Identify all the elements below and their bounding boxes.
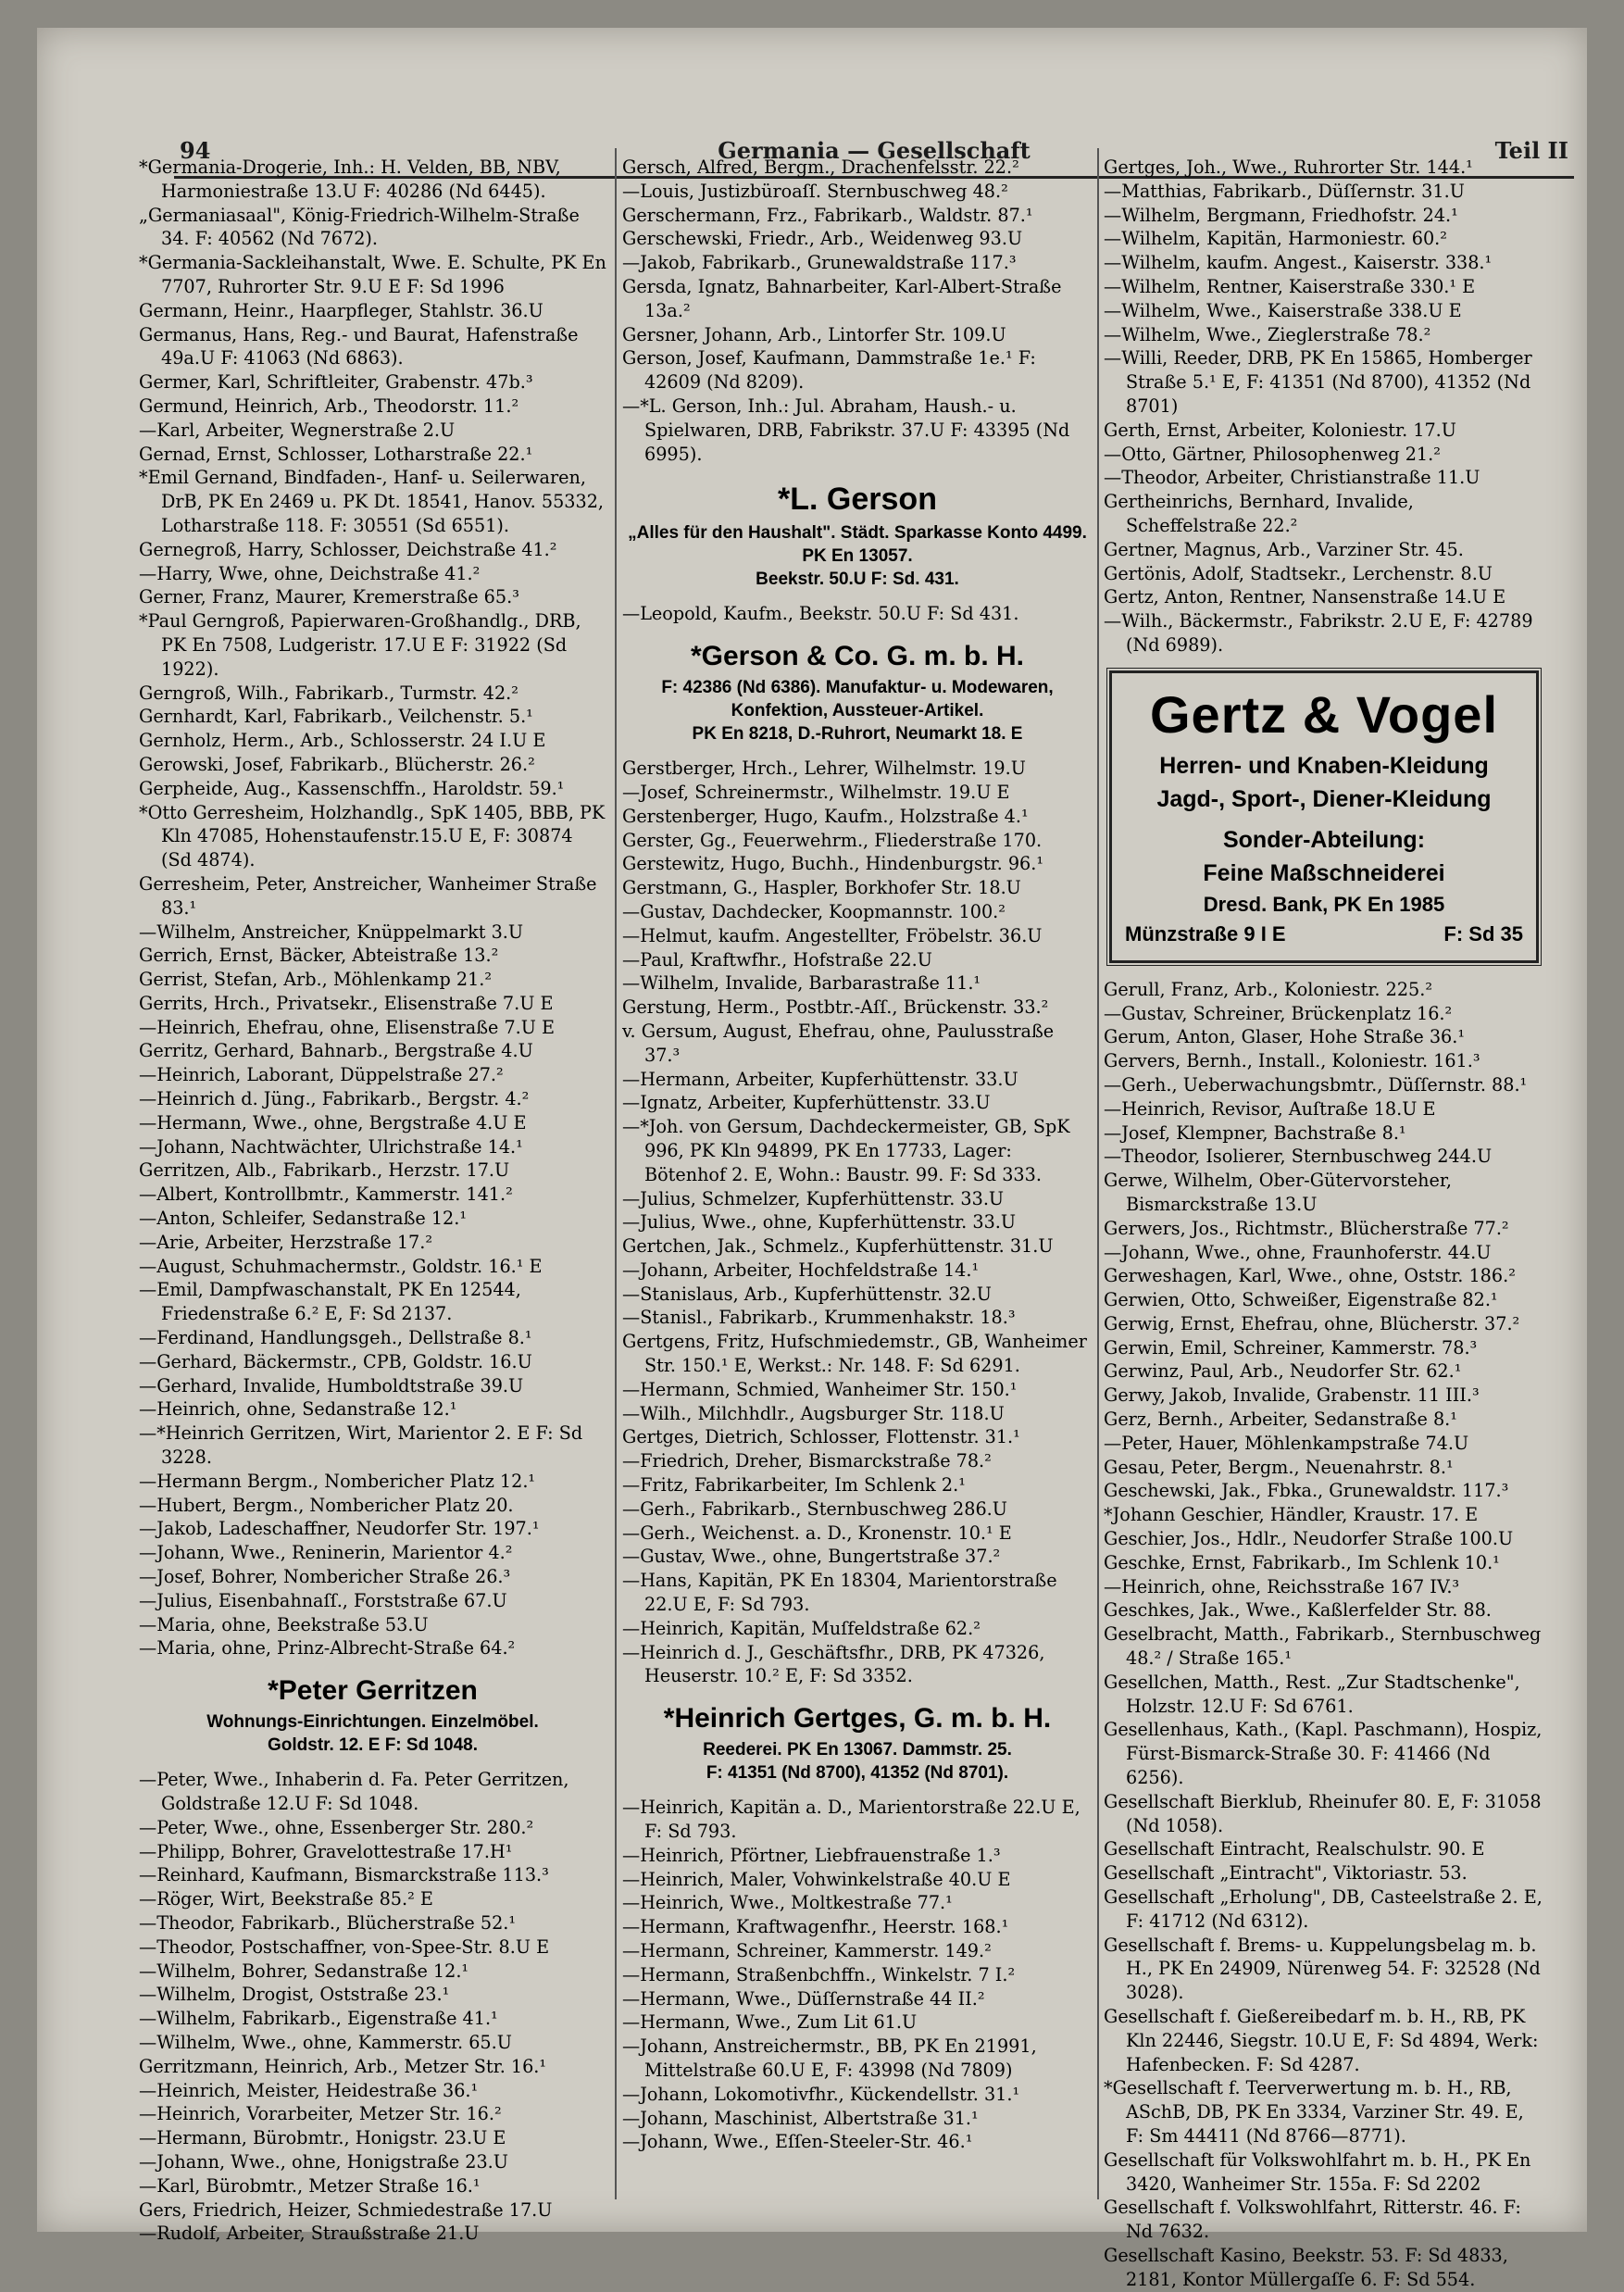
directory-entry: —Johann, Wwe., Eſſen-Steeler-Str. 46.¹ [622,2131,973,2153]
ad-line: Goldstr. 12. E F: Sd 1048. [267,1735,479,1756]
directory-entry: —Wilhelm, Fabrikarb., Eigenstraße 41.¹ [139,2008,498,2030]
entry-list-1b [139,1768,606,2246]
directory-entry: —Peter, Wwe., ohne, Essenberger Str. 280.² [139,1816,534,1838]
directory-entry: —Gerhard, Invalide, Humboldtstraße 39.U [139,1374,524,1396]
directory-entry: Gerwe, Wilhelm, Ober-Gütervorsteher, Bismarckstraße 13.U [1104,1170,1453,1215]
directory-entry: Gesellschaft „Eintracht", Viktoriastr. 53. [1104,1862,1468,1885]
directory-entry: Gersch, Alfred, Bergm., Drachenfelsstr. 22.² [622,157,1019,178]
directory-entry: —*L. Gerson, Inh.: Jul. Abraham, Haush.- u. Spielwaren, DRB, Fabrikstr. 37.U F: 43395 (Nd 6995). [622,395,1070,465]
directory-entry: —Theodor, Fabrikarb., Blücherstraße 52.¹ [139,1911,517,1934]
directory-entry: Geselbracht, Matth., Fabrikarb., Sternbuschweg 48.² / Straße 165.¹ [1104,1623,1542,1670]
directory-entry: —Friedrich, Dreher, Bismarckstraße 78.² [622,1450,992,1472]
column-divider [1097,148,1099,2199]
directory-entry: Gernegroß, Harry, Schlosser, Deichstraße 41.² [139,538,557,560]
column-divider [615,148,617,2199]
directory-entry: Germann, Heinr., Haarpfleger, Stahlstr. 36.U [139,299,543,321]
directory-entry: —Hermann, Kraftwagenfhr., Heerstr. 168.¹ [622,1916,1009,1938]
directory-entry: —Theodor, Arbeiter, Christianstraße 11.U [1104,467,1480,489]
page-title: Germania — Gesellschaft [718,137,1031,164]
directory-entry: Gernholz, Herm., Arb., Schlosserstr. 24 I.U E [139,730,546,752]
directory-entry: —August, Schuhmachermstr., Goldstr. 16.¹ E [139,1255,543,1277]
directory-entry: Gerster, Gg., Feuerwehrm., Fliederstraße 170. [622,829,1043,851]
ad-line: Wohnungs-Einrichtungen. Einzelmöbel. [206,1712,539,1733]
directory-entry: Gerson, Josef, Kaufmann, Dammstraße 1e.¹ F: 42609 (Nd 8209). [622,347,1036,394]
directory-entry: Gers, Friedrich, Heizer, Schmiedestraße 17.U [139,2198,553,2221]
directory-entry: —Philipp, Bohrer, Gravelottestraße 17.H¹ [139,1840,513,1862]
directory-entry: —Hermann, Wwe., Zum Lit 61.U [622,2011,918,2034]
directory-entry: Gerschermann, Frz., Fabrikarb., Waldstr. 87.¹ [622,204,1033,226]
directory-entry: —Wilhelm, kaufm. Angest., Kaiserstr. 338.¹ [1104,252,1493,274]
directory-entry: Gerwers, Jos., Richtmstr., Blücherstraße 77.² [1104,1217,1509,1239]
directory-entry: *Gesellschaft f. Teerverwertung m. b. H., RB, ASchB, DB, PK En 3334, Varziner Str. 49. E, F: Sm 44411 (Nd 8766—8771). [1104,2077,1524,2147]
entry-list-2b [622,602,1093,626]
directory-entry: Gerum, Anton, Glaser, Hohe Straße 36.¹ [1104,1026,1466,1048]
directory-entry: —Stanislaus, Arb., Kupferhüttenstr. 32.U [622,1283,992,1305]
directory-entry: —Helmut, kaufm. Angestellter, Fröbelstr. 36.U [622,924,1043,946]
entry-list-2c [622,757,1093,1688]
directory-entry: —Wilhelm, Rentner, Kaiserstraße 330.¹ E [1104,275,1476,297]
ad-brand: Gertz & Vogel [1149,684,1498,744]
directory-entry: —Emil, Dampfwaschanstalt, PK En 12544, Friedenstraße 6.² E, F: Sd 2137. [139,1279,521,1325]
directory-entry: Gerschewski, Friedr., Arb., Weidenweg 93.U [622,228,1023,250]
directory-entry: —Hermann, Wwe., ohne, Bergstraße 4.U E [139,1111,527,1133]
entry-list-3 [1104,156,1544,658]
ad-line: Reederei. PK En 13067. Dammstr. 25. [703,1740,1012,1760]
directory-entry: Gerstung, Herm., Postbtr.-Aſſ., Brückenstr. 33.² [622,996,1049,1019]
directory-entry: Gesellschaft Eintracht, Realschulstr. 90. E [1104,1838,1485,1860]
ad-line: F: 41351 (Nd 8700), 41352 (Nd 8701). [706,1763,1009,1784]
entry-list-3b [1104,978,1544,2292]
directory-entry: Gerresheim, Peter, Anstreicher, Wanheimer Straße 83.¹ [139,872,597,919]
directory-entry: —Heinrich, Revisor, Auſtraße 18.U E [1104,1097,1436,1120]
directory-entry: Gesellchen, Matth., Rest. „Zur Stadtschenke", Holzstr. 12.U F: Sd 6761. [1104,1671,1520,1717]
directory-entry: —Wilhelm, Bergmann, Friedhofstr. 24.¹ [1104,204,1458,226]
directory-entry: Gertönis, Adolf, Stadtsekr., Lerchenstr. 8.U [1104,562,1493,584]
column-3 [1104,156,1544,2290]
directory-entry: —Stanisl., Fabrikarb., Krummenhakstr. 18.³ [622,1307,1016,1329]
directory-entry: —Willi, Reeder, DRB, PK En 15865, Homberger Straße 5.¹ E, F: 41351 (Nd 8700), 41352 (Nd 8701) [1104,347,1532,417]
directory-entry: —Gerh., Weichenst. a. D., Kronenstr. 10.¹ E [622,1522,1012,1544]
directory-entry: *Johann Geschier, Händler, Kraustr. 17. E [1104,1504,1479,1526]
directory-entry: —Theodor, Isolierer, Sternbuschweg 244.U [1104,1146,1493,1168]
ad-address: Münzstraße 9 I E [1125,921,1286,946]
ad-title: *Peter Gerritzen [268,1675,478,1707]
directory-entry: Germanus, Hans, Reg.- und Baurat, Hafenstraße 49a.U F: 41063 (Nd 6863). [139,323,579,369]
directory-entry: Gerrich, Ernst, Bäcker, Abteistraße 13.² [139,945,499,967]
directory-entry: Gerner, Franz, Maurer, Kremerstraße 65.³ [139,586,519,608]
directory-entry: —Röger, Wirt, Beekstraße 85.² E [139,1888,433,1910]
directory-entry: —Matthias, Fabrikarb., Düſſernstr. 31.U [1104,180,1465,202]
ad-gertz-vogel [1109,670,1539,963]
directory-entry: —Wilhelm, Wwe., Zieglerstraße 78.² [1104,323,1431,345]
ad-peter-gerritzen [139,1672,606,1757]
directory-entry: —Josef, Klempner, Bachstraße 8.¹ [1104,1121,1406,1144]
directory-entry: Gerth, Ernst, Arbeiter, Koloniestr. 17.U [1104,419,1456,441]
column-2 [622,156,1093,2193]
directory-entry: —Fritz, Fabrikarbeiter, Im Schlenk 2.¹ [622,1474,966,1497]
directory-entry: —Heinrich, Ehefrau, ohne, Elisenstraße 7.U E [139,1016,556,1038]
directory-entry: —Gustav, Schreiner, Brückenplatz 16.² [1104,1002,1453,1024]
entry-list-2 [622,156,1093,466]
directory-entry: Gesellschaft für Volkswohlfahrt m. b. H., PK En 3420, Wanheimer Str. 155a. F: Sd 2202 [1104,2148,1531,2195]
directory-entry: Gerz, Bernh., Arbeiter, Sedanstraße 8.¹ [1104,1409,1457,1431]
directory-entry: Gertgens, Fritz, Hufschmiedemstr., GB, Wanheimer Str. 150.¹ E, Werkst.: Nr. 148. F: Sd 6291. [622,1331,1087,1377]
directory-entry: Gertner, Magnus, Arb., Varziner Str. 45. [1104,538,1464,560]
directory-entry: Gertz, Anton, Rentner, Nansenstraße 14.U E [1104,586,1506,608]
directory-entry: Gesellenhaus, Kath., (Kapl. Paschmann), Hospiz, Fürst-Bismarck-Straße 30. F: 41466 (Nd 6256). [1104,1719,1543,1789]
directory-entry: —Wilh., Bäckermstr., Fabrikstr. 2.U E, F: 42789 (Nd 6989). [1104,610,1533,656]
directory-entry: —Wilh., Milchhdlr., Augsburger Str. 118.U [622,1402,1005,1424]
directory-entry: Gesau, Peter, Bergm., Neuenahrstr. 8.¹ [1104,1456,1454,1478]
directory-entry: —Wilhelm, Anstreicher, Knüppelmarkt 3.U [139,921,524,943]
directory-entry: Gerstenberger, Hugo, Kaufm., Holzstraße 4.¹ [622,805,1029,827]
directory-entry: Gesellschaft „Erholung", DB, Casteelstraße 2. E, F: 41712 (Nd 6312). [1104,1886,1543,1932]
directory-entry: —Gerhard, Bäckermstr., CPB, Goldstr. 16.U [139,1350,532,1372]
directory-entry: Germer, Karl, Schriftleiter, Grabenstr. 47b.³ [139,371,533,394]
directory-entry: Germund, Heinrich, Arb., Theodorstr. 11.² [139,395,519,417]
directory-entry: Gerwinz, Paul, Arb., Neudorfer Str. 62.¹ [1104,1360,1462,1383]
directory-entry: —Johann, Wwe., ohne, Honigstraße 23.U [139,2150,508,2173]
directory-entry: Gernad, Ernst, Schlosser, Lotharstraße 22.¹ [139,443,533,465]
directory-entry: Geschke, Ernst, Fabrikarb., Im Schlenk 10.¹ [1104,1551,1500,1573]
directory-entry: —Hermann Bergm., Nombericher Platz 12.¹ [139,1470,536,1492]
ad-line: Sonder-Abteilung: [1222,826,1426,853]
ad-heinrich-gertges [622,1699,1093,1785]
directory-entry: Geschier, Jos., Hdlr., Neudorfer Straße 100.U [1104,1528,1514,1550]
directory-entry: Gesellschaft Kasino, Beekstr. 53. F: Sd 4833, 2181, Kontor Müllergaſſe 6. F: Sd 554. [1104,2244,1508,2290]
directory-entry: —Johann, Wwe., Reninerin, Marientor 4.² [139,1542,513,1564]
directory-entry: Gerwien, Otto, Schweißer, Eigenstraße 82.¹ [1104,1289,1498,1311]
ad-l-gerson [622,477,1093,591]
entry-list-2d [622,1796,1093,2154]
directory-entry: Geschkes, Jak., Wwe., Kaßlerfelder Str. 88. [1104,1599,1492,1622]
directory-entry: —Peter, Wwe., Inhaberin d. Fa. Peter Gerritzen, Goldstraße 12.U F: Sd 1048. [139,1769,569,1814]
directory-entry: Gertges, Joh., Wwe., Ruhrorter Str. 144.¹ [1104,157,1473,178]
directory-entry: —Heinrich, Kapitän, Muſfeldstraße 62.² [622,1617,981,1639]
directory-entry: —Heinrich, Pförtner, Liebfrauenstraße 1.³ [622,1844,1001,1866]
directory-entry: Gersda, Ignatz, Bahnarbeiter, Karl-Albert-Straße 13a.² [622,275,1062,321]
directory-entry: Gesellschaft Bierklub, Rheinufer 80. E, F: 31058 (Nd 1058). [1104,1790,1542,1836]
directory-entry: —Hermann, Schmied, Wanheimer Str. 150.¹ [622,1378,1018,1400]
directory-entry: Geschewski, Jak., Fbka., Grunewaldstr. 117.³ [1104,1480,1509,1502]
ad-line: Herren- und Knaben-Kleidung [1159,752,1489,779]
directory-entry: —Heinrich d. Jüng., Fabrikarb., Bergstr. 4.² [139,1088,530,1110]
directory-entry: —Hermann, Arbeiter, Kupferhüttenstr. 33.U [622,1068,1018,1090]
directory-entry: —Hubert, Bergm., Nombericher Platz 20. [139,1494,514,1516]
directory-entry: —Karl, Bürobmtr., Metzer Straße 16.¹ [139,2174,481,2197]
directory-entry: —Johann, Wwe., ohne, Fraunhoferstr. 44.U [1104,1241,1492,1263]
directory-entry: *Otto Gerresheim, Holzhandlg., SpK 1405, BBB, PK Kln 47085, Hohenstaufenstr.15.U E, F: 30874 (Sd 4874). [139,801,606,871]
directory-entry: —Otto, Gärtner, Philosophenweg 21.² [1104,443,1441,465]
directory-entry: Gerritzmann, Heinrich, Arb., Metzer Str. 16.¹ [139,2055,547,2077]
directory-entry: —Hermann, Bürobmtr., Honigstr. 23.U E [139,2127,506,2149]
directory-entry: —Arie, Arbeiter, Herzstraße 17.² [139,1231,433,1253]
directory-entry: —Reinhard, Kaufmann, Bismarckstraße 113.³ [139,1864,549,1886]
directory-entry: —Hermann, Straßenbchffn., Winkelstr. 7 I.² [622,1963,1016,1985]
directory-entry: Gertheinrichs, Bernhard, Invalide, Scheffelstraße 22.² [1104,491,1414,536]
directory-entry: Gerowski, Josef, Fabrikarb., Blücherstr. 26.² [139,753,535,775]
directory-entry: —Peter, Hauer, Möhlenkampstraße 74.U [1104,1432,1469,1454]
directory-entry: —Hermann, Schreiner, Kammerstr. 149.² [622,1940,992,1962]
ad-line: Dresd. Bank, PK En 1985 [1203,892,1445,916]
directory-entry: —Ignatz, Arbeiter, Kupferhüttenstr. 33.U [622,1092,991,1114]
directory-entry: Gesellschaft f. Brems- u. Kuppelungsbelag m. b. H., PK En 24909, Nürenweg 54. F: 32528 (Nd 3028). [1104,1934,1541,2004]
directory-entry: —Wilhelm, Kapitän, Harmoniestr. 60.² [1104,228,1447,250]
directory-entry: Gesellschaft f. Volkswohlfahrt, Ritterstr. 46. F: Nd 7632. [1104,2197,1521,2243]
directory-entry: Gertges, Dietrich, Schlosser, Flottenstr. 31.¹ [622,1426,1020,1448]
directory-entry: —Heinrich, Vorarbeiter, Metzer Str. 16.² [139,2103,502,2125]
directory-entry: Gerstewitz, Hugo, Buchh., Hindenburgstr. 96.¹ [622,853,1044,875]
directory-entry: *Germania-Drogerie, Inh.: H. Velden, BB, NBV, Harmoniestraße 13.U F: 40286 (Nd 6445). [139,157,561,202]
ad-title: *L. Gerson [778,482,937,518]
directory-entry: —Rudolf, Arbeiter, Straußstraße 21.U [139,2223,480,2245]
ad-title: *Gerson & Co. G. m. b. H. [690,641,1025,672]
directory-entry: —Karl, Arbeiter, Wegnerstraße 2.U [139,419,456,441]
directory-entry: —Johann, Lokomotivfhr., Kückendellstr. 31.¹ [622,2083,1020,2105]
directory-entry: Gersner, Johann, Arb., Lintorfer Str. 109.U [622,323,1006,345]
ad-phone: F: Sd 35 [1443,921,1523,946]
directory-entry: —Heinrich, ohne, Reichsstraße 167 IV.³ [1104,1575,1460,1597]
directory-entry: —Gustav, Dachdecker, Koopmannstr. 100.² [622,900,1006,922]
ad-line: Jagd-, Sport-, Diener-Kleidung [1156,785,1492,812]
ad-title: *Heinrich Gertges, G. m. b. H. [663,1703,1052,1735]
directory-entry: —Maria, ohne, Prinz-Albrecht-Straße 64.² [139,1637,516,1660]
directory-entry: Gervers, Bernh., Install., Koloniestr. 161.³ [1104,1050,1480,1072]
ad-line: Feine Maßschneiderei [1203,859,1445,886]
directory-entry: —Heinrich, Kapitän a. D., Marientorstraße 22.U E, F: Sd 793. [622,1797,1081,1843]
directory-entry: —*Joh. von Gersum, Dachdeckermeister, GB, SpK 996, PK Kln 94899, PK En 17733, Lager: Bötenhof 2. E, Wohn.: Baustr. 99. F: Sd 333. [622,1116,1070,1185]
directory-entry: —Johann, Nachtwächter, Ulrichstraße 14.¹ [139,1135,523,1158]
directory-entry: —Jakob, Ladeschaffner, Neudorfer Str. 197.¹ [139,1518,540,1540]
directory-entry: *Germania-Sackleihanstalt, Wwe. E. Schulte, PK En 7707, Ruhrorter Str. 9.U E F: Sd 1996 [139,252,606,297]
part-label: Teil II [1494,137,1568,164]
directory-entry: —Johann, Maschinist, Albertstraße 31.¹ [622,2107,979,2129]
directory-entry: Gertchen, Jak., Schmelz., Kupferhüttenstr. 31.U [622,1235,1054,1258]
directory-entry: —Wilhelm, Wwe., ohne, Kammerstr. 65.U [139,2031,512,2053]
directory-entry: Gerweshagen, Karl, Wwe., ohne, Oststr. 186.² [1104,1265,1516,1287]
ad-line: Beekstr. 50.U F: Sd. 431. [756,570,959,590]
directory-entry: —Julius, Schmelzer, Kupferhüttenstr. 33.U [622,1187,1005,1209]
entry-list-1 [139,156,606,1660]
directory-entry: —Anton, Schleifer, Sedanstraße 12.¹ [139,1208,468,1230]
directory-entry: —Heinrich, Wwe., Moltkestraße 77.¹ [622,1892,953,1914]
directory-entry: —Paul, Kraftwfhr., Hofstraße 22.U [622,948,932,971]
directory-entry: —Hans, Kapitän, PK En 18304, Marientorstraße 22.U E, F: Sd 793. [622,1570,1057,1616]
directory-entry: —Heinrich d. J., Geschäftsfhr., DRB, PK 47326, Heuserstr. 10.² E, F: Sd 3352. [622,1641,1045,1687]
directory-entry: —Jakob, Fabrikarb., Grunewaldstraße 117.³ [622,252,1017,274]
directory-entry: —Gerh., Ueberwachungsbmtr., Düſſernstr. 88.¹ [1104,1073,1528,1096]
directory-entry: —Hermann, Wwe., Düſſernstraße 44 II.² [622,1987,985,2010]
directory-entry: —Harry, Wwe, ohne, Deichstraße 41.² [139,562,481,584]
directory-entry: Gerwin, Emil, Schreiner, Kammerstr. 78.³ [1104,1336,1478,1359]
directory-entry: —Johann, Anstreichermstr., BB, PK En 21991, Mittelstraße 60.U E, F: 43998 (Nd 7809) [622,2035,1037,2081]
directory-entry: —Wilhelm, Invalide, Barbarastraße 11.¹ [622,972,981,995]
directory-entry: v. Gersum, August, Ehefrau, ohne, Paulusstraße 37.³ [622,1020,1055,1066]
directory-entry: —Heinrich, Laborant, Düppelstraße 27.² [139,1064,504,1086]
directory-entry: —Gustav, Wwe., ohne, Bungertstraße 37.² [622,1546,1001,1568]
directory-entry: —Wilhelm, Drogist, Oststraße 23.¹ [139,1984,450,2006]
directory-entry: *Emil Gernand, Bindfaden-, Hanf- u. Seilerwaren, DrB, PK En 2469 u. PK Dt. 18541, Hanov. 55332, Lotharstraße 118. F: 30551 (Sd 6551). [139,467,604,536]
directory-entry: —Louis, Justizbüroaſſ. Sternbuschweg 48.² [622,180,1008,202]
directory-entry: *Paul Gerngroß, Papierwaren-Großhandlg., DRB, PK En 7508, Ludgeristr. 17.U E F: 31922 (Sd 1922). [139,610,581,680]
directory-entry: —Heinrich, Meister, Heidestraße 36.¹ [139,2079,479,2101]
directory-entry: —*Heinrich Gerritzen, Wirt, Marientor 2. E F: Sd 3228. [139,1422,583,1469]
directory-entry: —Julius, Wwe., ohne, Kupferhüttenstr. 33.U [622,1211,1017,1234]
directory-entry: —Leopold, Kaufm., Beekstr. 50.U F: Sd 431. [622,603,1019,625]
directory-entry: —Gerh., Fabrikarb., Sternbuschweg 286.U [622,1497,1007,1520]
directory-entry: —Maria, ohne, Beekstraße 53.U [139,1613,429,1635]
ad-line: „Alles für den Haushalt". Städt. Sparkasse Konto 4499. PK En 13057. [628,523,1087,567]
directory-entry: —Albert, Kontrollbmtr., Kammerstr. 141.² [139,1184,513,1206]
directory-entry: —Wilhelm, Wwe., Kaiserstraße 338.U E [1104,299,1462,321]
directory-entry: Gerwy, Jakob, Invalide, Grabenstr. 11 III.³ [1104,1384,1480,1407]
directory-entry: Gerpheide, Aug., Kassenschffn., Haroldstr. 59.¹ [139,777,565,799]
directory-entry: Gerull, Franz, Arb., Koloniestr. 225.² [1104,978,1433,1000]
ad-gerson-co [622,637,1093,745]
directory-entry: Gerstmann, G., Haspler, Borkhofer Str. 18.U [622,877,1021,899]
directory-entry: Gerritzen, Alb., Fabrikarb., Herzstr. 17.U [139,1159,510,1182]
directory-entry: —Ferdinand, Handlungsgeh., Dellstraße 8.¹ [139,1327,532,1349]
directory-entry: Gernhardt, Karl, Fabrikarb., Veilchenstr. 5.¹ [139,706,533,728]
directory-entry: —Josef, Bohrer, Nombericher Straße 26.³ [139,1566,511,1588]
directory-entry: Gesellschaft f. Gießereibedarf m. b. H., RB, PK Kln 22446, Siegstr. 10.U E, F: Sd 4894, Werk: Hafenbecken. F: Sd 4287. [1104,2006,1539,2075]
directory-entry: —Johann, Arbeiter, Hochfeldstraße 14.¹ [622,1259,980,1281]
directory-entry: Gerngroß, Wilh., Fabrikarb., Turmstr. 42.² [139,682,518,704]
page-number: 94 [180,137,211,164]
directory-entry: —Julius, Eisenbahnaſſ., Forststraße 67.U [139,1589,507,1611]
ad-line: PK En 8218, D.-Ruhrort, Neumarkt 18. E [692,724,1023,745]
directory-entry: —Heinrich, Maler, Vohwinkelstraße 40.U E [622,1868,1011,1890]
directory-entry: Gerwig, Ernst, Ehefrau, ohne, Blücherstr. 37.² [1104,1312,1520,1334]
directory-entry: —Heinrich, ohne, Sedanstraße 12.¹ [139,1398,457,1421]
directory-entry: Gerrits, Hrch., Privatsekr., Elisenstraße 7.U E [139,992,554,1014]
directory-entry: —Josef, Schreinermstr., Wilhelmstr. 19.U E [622,781,1010,803]
ad-line: F: 42386 (Nd 6386). Manufaktur- u. Modewaren, Konfektion, Aussteuer-Artikel. [661,678,1054,721]
directory-entry: „Germaniasaal", König-Friedrich-Wilhelm-Straße 34. F: 40562 (Nd 7672). [139,204,580,250]
directory-entry: Gerrist, Stefan, Arb., Möhlenkamp 21.² [139,969,493,991]
directory-entry: Gerstberger, Hrch., Lehrer, Wilhelmstr. 19.U [622,758,1026,780]
column-1 [139,156,606,2245]
directory-entry: —Theodor, Postschaffner, von-Spee-Str. 8.U E [139,1935,550,1958]
directory-entry: Gerritz, Gerhard, Bahnarb., Bergstraße 4.U [139,1040,533,1062]
directory-entry: —Wilhelm, Bohrer, Sedanstraße 12.¹ [139,1960,469,1982]
